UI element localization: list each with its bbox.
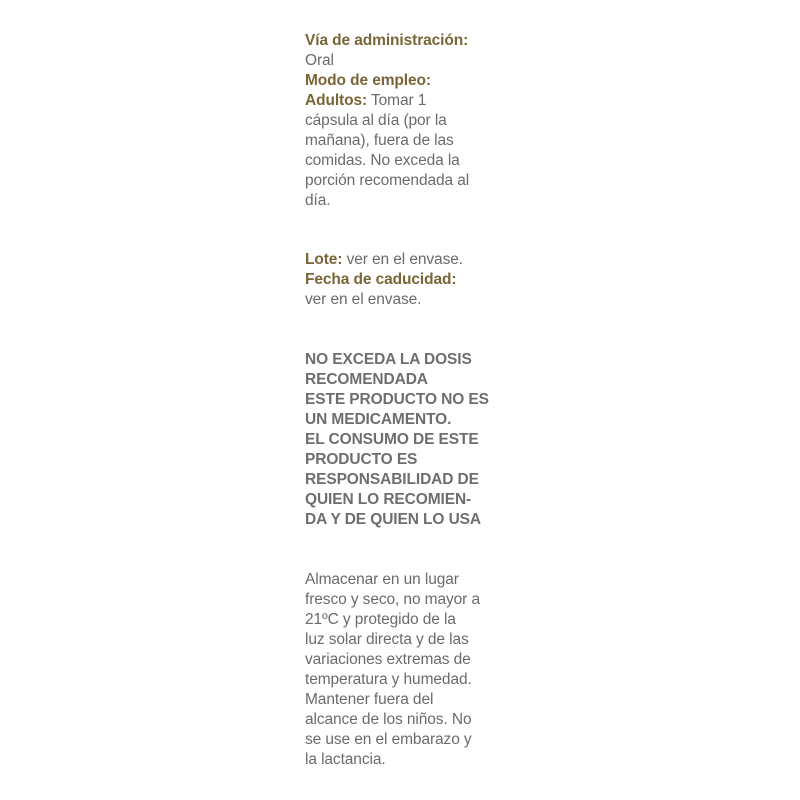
storage-line-8: se use en el embarazo y (305, 731, 472, 748)
storage-section (305, 570, 505, 770)
storage-line-6: Mantener fuera del (305, 691, 434, 708)
expiry-value: ver en el envase. (305, 291, 422, 308)
storage-line-1: fresco y seco, no mayor a (305, 591, 480, 608)
adults-text-0: Tomar 1 (367, 92, 427, 109)
batch-section (305, 250, 505, 310)
route-value: Oral (305, 52, 334, 69)
adults-line-0 (305, 91, 505, 111)
warning-line-7: QUIEN LO RECOMIEN- (305, 491, 472, 508)
adults-instructions (305, 91, 505, 211)
warning-line-6: RESPONSABILIDAD DE (305, 471, 479, 488)
adults-text-5: día. (305, 192, 331, 209)
warning-section (305, 350, 505, 530)
storage-line-2: 21ºC y protegido de la (305, 611, 456, 628)
warning-line-1: RECOMENDADA (305, 371, 428, 388)
adults-text-4: porción recomendada al (305, 172, 470, 189)
storage-line-5: temperatura y humedad. (305, 671, 472, 688)
lot-label: Lote: (305, 251, 343, 268)
warning-line-5: PRODUCTO ES (305, 451, 418, 468)
warning-line-3: UN MEDICAMENTO. (305, 411, 452, 428)
usage-label: Modo de empleo: (305, 72, 431, 89)
warning-line-4: EL CONSUMO DE ESTE (305, 431, 479, 448)
lot-line (305, 250, 505, 270)
storage-line-3: luz solar directa y de las (305, 631, 469, 648)
adults-text-1: cápsula al día (por la (305, 112, 447, 129)
expiry-label: Fecha de caducidad: (305, 271, 457, 288)
storage-line-4: variaciones extremas de (305, 651, 471, 668)
adults-text-3: comidas. No exceda la (305, 152, 460, 169)
warning-line-8: DA Y DE QUIEN LO USA (305, 511, 481, 528)
storage-line-0: Almacenar en un lugar (305, 571, 459, 588)
administration-section (305, 31, 505, 211)
storage-line-9: la lactancia. (305, 751, 386, 768)
storage-line-7: alcance de los niños. No (305, 711, 472, 728)
warning-line-2: ESTE PRODUCTO NO ES (305, 391, 489, 408)
warning-line-0: NO EXCEDA LA DOSIS (305, 351, 472, 368)
route-label: Vía de administración: (305, 32, 469, 49)
adults-text-2: mañana), fuera de las (305, 132, 454, 149)
lot-value: ver en el envase. (342, 251, 463, 268)
adults-label: Adultos: (305, 92, 368, 109)
